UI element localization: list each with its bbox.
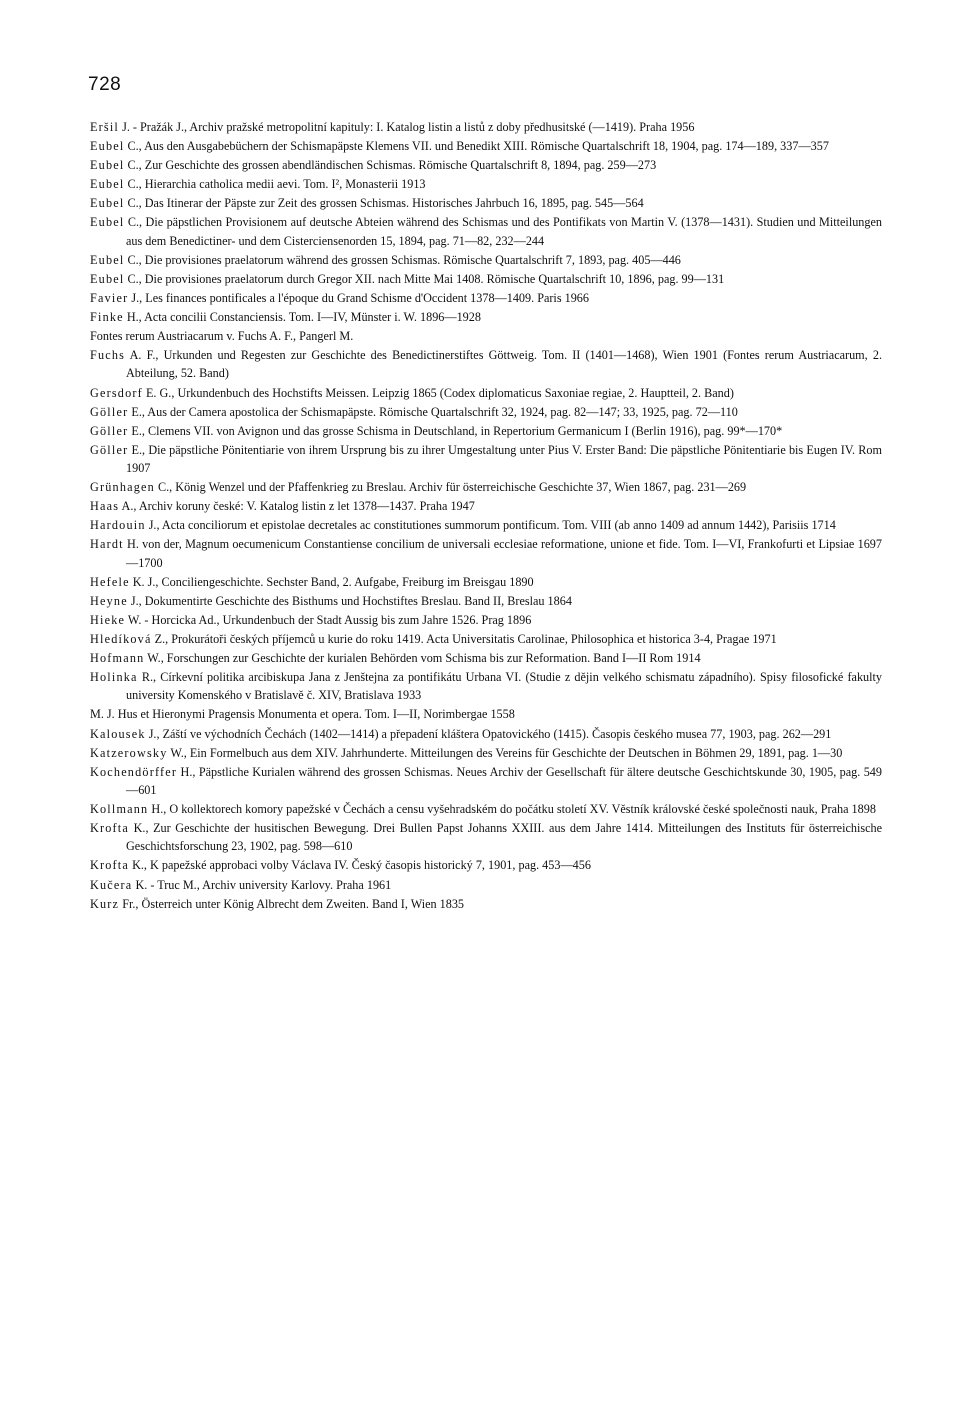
entry-text: H., Acta concilii Constanciensis. Tom. I—IV, Münster i. W. 1896—1928	[123, 310, 481, 325]
bibliography-entry	[90, 251, 882, 269]
entry-text: K., K papežské approbaci volby Václava IV. Český časopis historický 7, 1901, pag. 453—456	[129, 858, 591, 873]
bibliography-entry	[90, 763, 882, 799]
entry-author: Krofta	[90, 858, 130, 873]
bibliography-entry	[90, 308, 882, 326]
entry-text: A. F., Urkunden und Regesten zur Geschichte des Benedictinerstiftes Göttweig. Tom. II (1401—1468), Wien 1901 (Fontes rerum Austriacarum, 2. Abteilung, 52. Band)	[125, 348, 882, 381]
entry-text: W. - Horcicka Ad., Urkundenbuch der Stadt Aussig bis zum Jahre 1526. Prag 1896	[125, 612, 532, 627]
entry-text: W., Ein Formelbuch aus dem XIV. Jahrhunderte. Mitteilungen des Vereins für Geschichte der Deutschen in Böhmen 29, 1891, pag. 1—30	[167, 745, 843, 760]
entry-author: Heyne	[90, 593, 128, 608]
entry-text: C., Das Itinerar der Päpste zur Zeit des grossen Schismas. Historisches Jahrbuch 16, 1895, pag. 545—564	[124, 196, 644, 211]
bibliography-entry	[90, 592, 882, 610]
bibliography-entry	[90, 497, 882, 515]
entry-author: Holinka	[90, 670, 138, 685]
entry-author: Eubel	[90, 158, 125, 173]
entry-text: K. J., Conciliengeschichte. Sechster Band, 2. Aufgabe, Freiburg im Breisgau 1890	[129, 574, 534, 589]
entry-text: J., Záští ve východních Čechách (1402—1414) a přepadení kláštera Opatovického (1415). Časopis českého musea 77, 1903, pag. 262—291	[145, 726, 832, 741]
entry-author: Eubel	[90, 139, 125, 154]
bibliography-entry	[90, 270, 882, 288]
entry-text: J. - Pražák J., Archiv pražské metropolitní kapituly: I. Katalog listin a listů z doby předhusitské (—1419). Praha 1956	[119, 120, 695, 134]
entry-author: Hofmann	[90, 651, 145, 666]
entry-author: Kochendörffer	[90, 764, 178, 779]
entry-text: C., Aus den Ausgabebüchern der Schismapäpste Klemens VII. und Benedikt XIII. Römische Quartalschrift 18, 1904, pag. 174—189, 337—357	[124, 139, 829, 154]
entry-author: Eubel	[90, 252, 125, 267]
bibliography-entry	[90, 800, 882, 818]
entry-text: H. von der, Magnum oecumenicum Constantiense concilium de universali ecclesiae reformatione, unione et fide. Tom. I—VI, Frankofurti et Lipsiae 1697—1700	[123, 537, 882, 570]
entry-author: Finke	[90, 310, 124, 325]
bibliography-entry	[90, 327, 882, 345]
bibliography-entry	[90, 819, 882, 855]
entry-text: R., Církevní politika arcibiskupa Jana z Jenštejna za pontifikátu Urbana VI. (Studie z dějin velkého schismatu západního). Spisy filosofické fakulty university Komenského v Bratislavě č. XIV, Bratislava 1933	[126, 670, 882, 703]
entry-text: K., Zur Geschichte der husitischen Bewegung. Drei Bullen Papst Johanns XXIII. aus dem Jahre 1414. Mitteilungen des Instituts für österreichische Geschichtsforschung 23, 1902, pag. 598—610	[126, 821, 882, 854]
entry-author: Gersdorf	[90, 385, 143, 400]
bibliography-entry	[90, 403, 882, 421]
bibliography-list	[90, 118, 882, 914]
bibliography-entry	[90, 289, 882, 307]
entry-author: Grünhagen	[90, 480, 155, 495]
entry-text: W., Forschungen zur Geschichte der kurialen Behörden vom Schisma bis zur Reformation. Band I—II Rom 1914	[144, 651, 701, 666]
entry-author: Göller	[90, 423, 129, 438]
entry-text: J., Acta conciliorum et epistolae decretales ac constitutiones summorum pontificum. Tom. VIII (ab anno 1409 ad annum 1442), Parisiis 1714	[145, 518, 836, 533]
bibliography-entry	[90, 705, 882, 723]
entry-author: Göller	[90, 442, 129, 457]
entry-author: Hieke	[90, 612, 126, 627]
page-number: 728	[88, 74, 122, 95]
bibliography-entry	[90, 573, 882, 591]
bibliography-entry	[90, 516, 882, 534]
bibliography-entry	[90, 895, 882, 913]
entry-text: E., Aus der Camera apostolica der Schismapäpste. Römische Quartalschrift 32, 1924, pag. 82—147; 33, 1925, pag. 72—110	[128, 404, 738, 419]
entry-text: C., Die päpstlichen Provisionem auf deutsche Abteien während des Schismas und des Pontifikats von Martin V. (1378—1431). Studien und Mitteilungen aus dem Benedictiner- und dem Cisterciensenorden 15, 1894, pag. 71—82, 232—244	[124, 215, 882, 248]
entry-author: Hledíková	[90, 631, 152, 646]
entry-text: E. G., Urkundenbuch des Hochstifts Meissen. Leipzig 1865 (Codex diplomaticus Saxoniae regiae, 2. Hauptteil, 2. Band)	[142, 385, 734, 400]
entry-author: Favier	[90, 290, 129, 305]
entry-text: A., Archiv koruny české: V. Katalog listin z let 1378—1437. Praha 1947	[119, 499, 475, 514]
entry-text: M. J. Hus et Hieronymi Pragensis Monumenta et opera. Tom. I—II, Norimbergae 1558	[90, 707, 515, 722]
bibliography-entry	[90, 611, 882, 629]
entry-author: Katzerowsky	[90, 745, 168, 760]
entry-text: K. - Truc M., Archiv university Karlovy. Praha 1961	[132, 877, 392, 892]
entry-author: Eubel	[90, 196, 125, 211]
entry-text: J., Dokumentirte Geschichte des Bisthums und Hochstiftes Breslau. Band II, Breslau 1864	[127, 593, 572, 608]
entry-author: Kalousek	[90, 726, 146, 741]
entry-text: Fontes rerum Austriacarum v. Fuchs A. F., Pangerl M.	[90, 329, 354, 344]
entry-author: Eubel	[90, 271, 125, 286]
bibliography-entry	[90, 346, 882, 382]
entry-author: Kučera	[90, 877, 133, 892]
entry-author: Kurz	[90, 896, 120, 911]
bibliography-entry	[90, 668, 882, 704]
entry-author: Göller	[90, 404, 129, 419]
entry-author: Hardt	[90, 537, 124, 552]
entry-text: C., König Wenzel und der Pfaffenkrieg zu Breslau. Archiv für österreichische Geschichte 37, Wien 1867, pag. 231—269	[154, 480, 747, 495]
entry-text: C., Hierarchia catholica medii aevi. Tom. I², Monasterii 1913	[124, 177, 426, 192]
entry-text: C., Die provisiones praelatorum während des grossen Schismas. Römische Quartalschrift 7, 1893, pag. 405—446	[124, 252, 681, 267]
entry-text: J., Les finances pontificales a l'époque du Grand Schisme d'Occident 1378—1409. Paris 1966	[128, 290, 589, 305]
entry-text: Z., Prokurátoři českých příjemců u kurie do roku 1419. Acta Universitatis Carolinae, Philosophica et historica 3-4, Pragae 1971	[151, 631, 777, 646]
entry-author: Krofta	[90, 821, 130, 836]
entry-author: Eubel	[90, 177, 125, 192]
entry-text: E., Clemens VII. von Avignon und das grosse Schisma in Deutschland, in Repertorium Germanicum I (Berlin 1916), pag. 99*—170*	[128, 423, 783, 438]
entry-author: Hardouin	[90, 518, 146, 533]
entry-text: E., Die päpstliche Pönitentiarie von ihrem Ursprung bis zu ihrer Umgestaltung unter Pius V. Erster Band: Die päpstliche Pönitentiarie bis Eugen IV. Rom 1907	[126, 442, 882, 476]
bibliography-entry	[90, 649, 882, 667]
entry-text: H., Päpstliche Kurialen während des grossen Schismas. Neues Archiv der Gesellschaft für ältere deutsche Geschichtskunde 30, 1905, pag. 549—601	[126, 764, 882, 797]
bibliography-entry	[90, 175, 882, 193]
bibliography-entry	[90, 856, 882, 874]
bibliography-entry	[90, 535, 882, 571]
entry-author: Eršil	[90, 120, 120, 134]
bibliography-entry	[90, 194, 882, 212]
entry-author: Haas	[90, 499, 120, 514]
entry-author: Eubel	[90, 215, 125, 230]
bibliography-entry	[90, 137, 882, 155]
bibliography-entry	[90, 441, 882, 477]
bibliography-entry	[90, 422, 882, 440]
bibliography-entry	[90, 744, 882, 762]
entry-author: Kollmann	[90, 802, 149, 817]
entry-text: C., Zur Geschichte des grossen abendländischen Schismas. Römische Quartalschrift 8, 1894, pag. 259—273	[124, 158, 657, 173]
bibliography-entry	[90, 213, 882, 249]
entry-text: C., Die provisiones praelatorum durch Gregor XII. nach Mitte Mai 1408. Römische Quartalschrift 10, 1896, pag. 99—131	[124, 271, 725, 286]
bibliography-entry	[90, 876, 882, 894]
bibliography-entry	[90, 384, 882, 402]
bibliography-entry	[90, 725, 882, 743]
entry-author: Hefele	[90, 574, 130, 589]
bibliography-entry	[90, 118, 882, 136]
entry-text: Fr., Österreich unter König Albrecht dem Zweiten. Band I, Wien 1835	[119, 896, 465, 911]
bibliography-entry	[90, 630, 882, 648]
bibliography-entry	[90, 478, 882, 496]
entry-author: Fuchs	[90, 348, 126, 363]
bibliography-entry	[90, 156, 882, 174]
entry-text: H., O kollektorech komory papežské v Čechách a censu vyšehradském do počátku století XV. Věstník královské české společnosti nauk, Praha 1898	[148, 802, 876, 817]
